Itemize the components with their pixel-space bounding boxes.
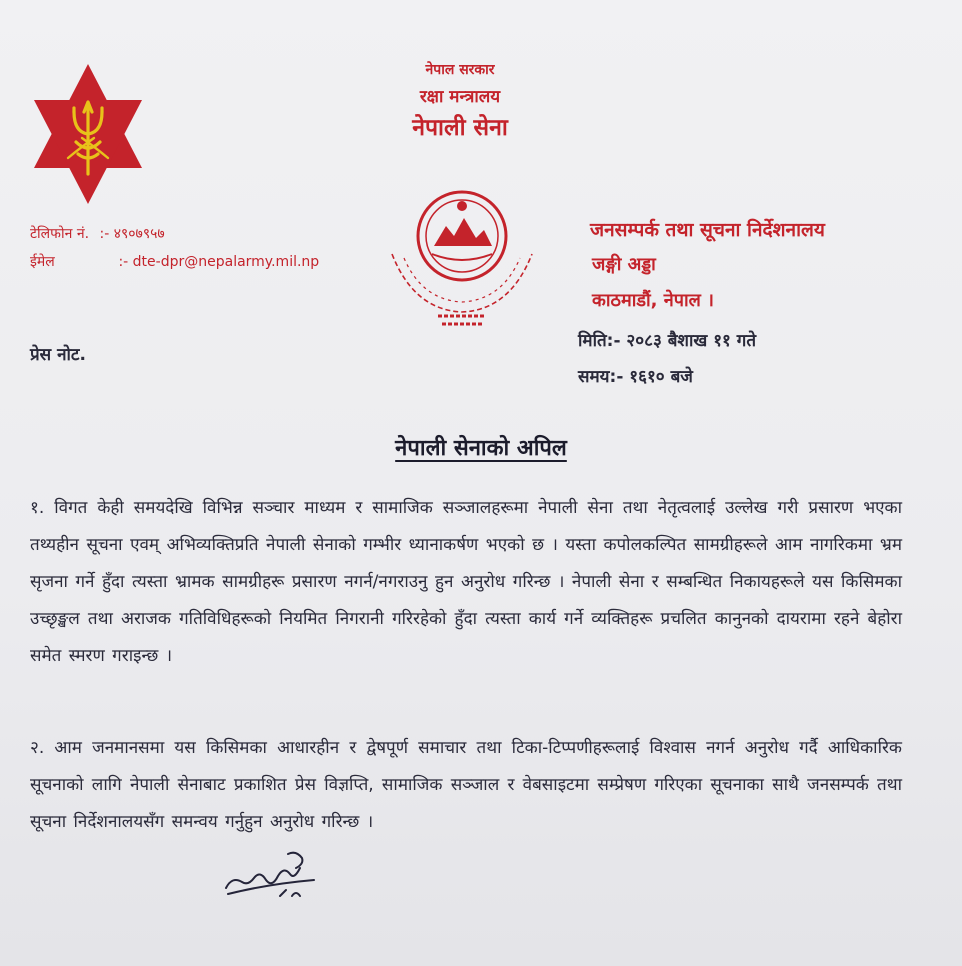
paragraph-1: १. विगत केही समयदेखि विभिन्न सञ्चार माध्यम र सामाजिक सञ्जालहरूमा नेपाली सेना तथा नेतृत्वलाई उल्लेख गरी प्रसारण भएका तथ्यहीन सूचना एवम् अभिव्यक्तिप्रति नेपाली सेनाको गम्भीर ध्यानाकर्षण भएको छ । यस्ता कपोलकल्पित सामग्रीहरूले आम नागरिकमा भ्रम सृजना गर्ने हुँदा त्यस्ता भ्रामक सामग्रीहरू प्रसारण नगर्न/नगराउनु हुन अनुरोध गरिन्छ । नेपाली सेना र सम्बन्धित निकायहरूले यस किसिमका उच्छृङ्खल तथा अराजक गतिविधिहरूको नियमित निगरानी गरिरहेको हुँदा त्यस्ता कार्य गर्ने व्यक्तिहरू प्रचलित कानुनको दायरामा रहने बेहोरा समेत स्मरण गराइन्छ । [30, 498, 902, 666]
phone-label: टेलिफोन नं. [30, 226, 90, 242]
email-label: ईमेल [30, 254, 55, 270]
header-ministry: रक्षा मन्त्रालय [419, 87, 501, 107]
paragraph-2: २. आम जनमानसमा यस किसिमका आधारहीन र द्वेषपूर्ण समाचार तथा टिका-टिप्पणीहरूलाई विश्वास नगर्न अनुरोध गर्दै आधिकारिक सूचनाको लागि नेपाली सेनाबाट प्रकाशित प्रेस विज्ञप्ति, सामाजिक सञ्जाल र वेबसाइटमा सम्प्रेषण गरिएका सूचनाका साथै जनसम्पर्क तथा सूचना निर्देशनालयसँग समन्वय गर्नुहुन अनुरोध गरिन्छ । [30, 738, 902, 832]
directorate-hq: जङ्गी अड्डा [592, 254, 656, 275]
email-row [30, 252, 319, 271]
header-government: नेपाल सरकार [425, 62, 495, 78]
nepal-army-star-emblem-icon [24, 62, 152, 206]
directorate-location: काठमाडौं, नेपाल । [592, 290, 714, 311]
date-line: मिति:- २०८३ बैशाख ११ गते [578, 331, 757, 351]
directorate-name: जनसम्पर्क तथा सूचना निर्देशनालय [590, 219, 825, 241]
directorate-seal-icon [380, 184, 544, 334]
doc-type-label: प्रेस नोट. [30, 345, 86, 365]
time-line: समय:- १६१० बजे [578, 367, 693, 387]
handwritten-signature-icon [218, 846, 328, 906]
phone-value: :- ४९०७९५७ [99, 226, 165, 242]
document-title: नेपाली सेनाको अपिल [395, 436, 567, 461]
header-nepali-army: नेपाली सेना [412, 115, 508, 141]
phone-row [30, 224, 165, 243]
email-value: :- dte-dpr@nepalarmy.mil.np [118, 254, 320, 270]
